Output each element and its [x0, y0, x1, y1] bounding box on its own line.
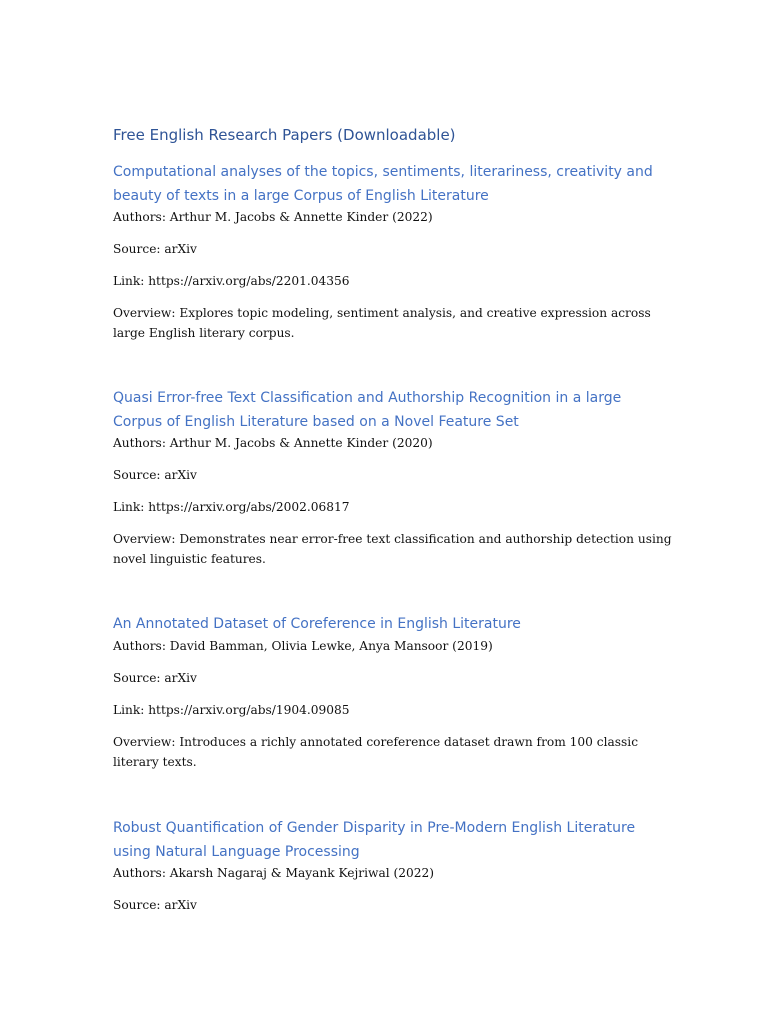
- page-title: Free English Research Papers (Downloadable): [113, 126, 456, 144]
- paper-source: Source: arXiv: [113, 468, 197, 482]
- paper-source: Source: arXiv: [113, 242, 197, 256]
- paper-entry: [113, 817, 673, 915]
- paper-authors: Authors: Akarsh Nagaraj & Mayank Kejriwal (2022): [113, 866, 435, 880]
- paper-authors: Authors: David Bamman, Olivia Lewke, Anya Mansoor (2019): [113, 638, 493, 653]
- paper-link[interactable]: Link: https://arxiv.org/abs/2201.04356: [113, 274, 350, 288]
- paper-title: Robust Quantification of Gender Disparity in Pre-Modern English Literature using Natural Language Processing: [113, 820, 636, 860]
- paper-source: Source: arXiv: [113, 670, 197, 685]
- paper-title: An Annotated Dataset of Coreference in English Literature: [113, 616, 521, 632]
- paper-overview: Overview: Introduces a richly annotated coreference dataset drawn from 100 classic literary texts.: [113, 734, 639, 769]
- paper-link[interactable]: Link: https://arxiv.org/abs/1904.09085: [113, 702, 350, 717]
- paper-overview: Overview: Explores topic modeling, sentiment analysis, and creative expression across large English literary corpus.: [113, 306, 651, 340]
- paper-entry: [113, 613, 673, 772]
- paper-entry: [113, 161, 673, 343]
- paper-entry: [113, 387, 673, 569]
- paper-link[interactable]: Link: https://arxiv.org/abs/2002.06817: [113, 500, 350, 514]
- paper-authors: Authors: Arthur M. Jacobs & Annette Kinder (2022): [113, 210, 433, 224]
- paper-title: Computational analyses of the topics, sentiments, literariness, creativity and beauty of texts in a large Corpus of English Literature: [113, 164, 653, 204]
- paper-authors: Authors: Arthur M. Jacobs & Annette Kinder (2020): [113, 436, 433, 450]
- paper-title: Quasi Error-free Text Classification and Authorship Recognition in a large Corpus of English Literature based on a Novel Feature Set: [113, 390, 622, 430]
- paper-source: Source: arXiv: [113, 898, 197, 912]
- paper-overview: Overview: Demonstrates near error-free text classification and authorship detection using novel linguistic features.: [113, 532, 672, 566]
